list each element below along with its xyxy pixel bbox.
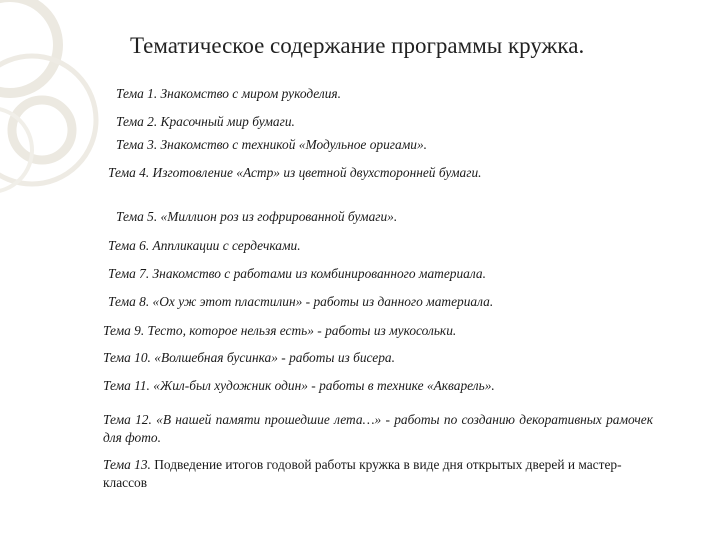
topic-item-11: Тема 11. «Жил-был художник один» - работы в технике «Акварель». — [103, 378, 495, 393]
topic-item-1: Тема 1. Знакомство с миром рукоделия. — [116, 86, 341, 101]
topic-item-8: Тема 8. «Ох уж этот пластилин» - работы из данного материала. — [108, 294, 494, 309]
page-title: Тематическое содержание программы кружка. — [130, 33, 585, 58]
topic-item-4: Тема 4. Изготовление «Астр» из цветной двухсторонней бумаги. — [108, 165, 482, 180]
topic-item-5: Тема 5. «Миллион роз из гофрированной бумаги». — [116, 209, 398, 224]
topic-item-13 — [103, 456, 643, 492]
topic-item-2: Тема 2. Красочный мир бумаги. — [116, 114, 295, 129]
topic-item-12: Тема 12. «В нашей памяти прошедшие лета…» - работы по созданию декоративных рамочек для фото. — [103, 412, 653, 445]
topic-item-9: Тема 9. Тесто, которое нельзя есть» - работы из мукосольки. — [103, 323, 457, 338]
topic-item-3: Тема 3. Знакомство с техникой «Модульное оригами». — [116, 137, 428, 152]
topic-item-13-text: Подведение итогов годовой работы кружка в виде дня открытых дверей и мастер-классов — [103, 457, 622, 490]
topic-item-10: Тема 10. «Волшебная бусинка» - работы из бисера. — [103, 350, 395, 365]
topic-item-6: Тема 6. Аппликации с сердечками. — [108, 238, 301, 253]
topic-item-7: Тема 7. Знакомство с работами из комбинированного материала. — [108, 266, 486, 281]
topic-item-13-lead: Тема 13. — [103, 457, 151, 472]
